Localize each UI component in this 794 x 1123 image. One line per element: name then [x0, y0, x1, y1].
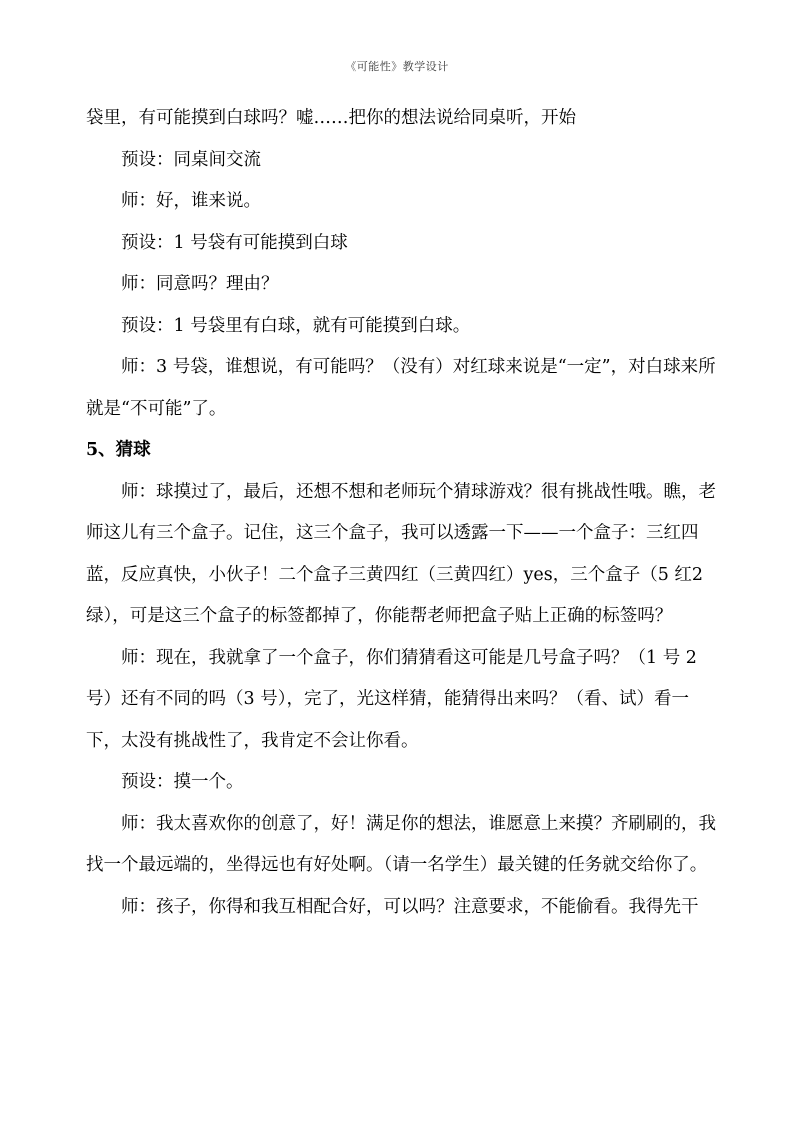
paragraph: 预设：1 号袋有可能摸到白球	[121, 232, 348, 253]
paragraph: 预设：同桌间交流	[121, 149, 261, 170]
paragraph: 师：我太喜欢你的创意了，好！满足你的想法，谁愿意上来摸？齐刷刷的，我找一个最远端的，坐得远也有好处啊。（请一名学生）最关键的任务就交给你了。	[86, 813, 716, 875]
paragraph: 袋里，有可能摸到白球吗？嘘……把你的想法说给同桌听，开始	[86, 108, 576, 128]
page-header: 《可能性》教学设计	[345, 60, 449, 73]
paragraph: 师：3 号袋，谁想说，有可能吗？（没有）对红球来说是“一定”，对白球来所就是“不可能”了。	[86, 357, 716, 419]
document-body	[86, 98, 716, 928]
paragraph: 预设：1 号袋里有白球，就有可能摸到白球。	[121, 315, 471, 336]
paragraph: 预设：摸一个。	[121, 772, 244, 792]
paragraph: 师：同意吗？理由？	[121, 274, 279, 294]
paragraph: 师：现在，我就拿了一个盒子，你们猜猜看这可能是几号盒子吗？（1 号 2号）还有不同的吗（3 号），完了，光这样猜，能猜得出来吗？（看、试）看一下，太没有挑战性了，我肯定不会让你看。	[86, 647, 697, 751]
section-heading: 5、猜球	[86, 440, 151, 460]
paragraph: 师：球摸过了，最后，还想不想和老师玩个猜球游戏？很有挑战性哦。瞧，老师这儿有三个盒子。记住，这三个盒子，我可以透露一下——一个盒子：三红四蓝，反应真快，小伙子！二个盒子三黄四红（三黄四红）yes，三个盒子（5 红2 绿），可是这三个盒子的标签都掉了，你能帮老师把盒子贴上正确的标签吗？	[86, 481, 716, 626]
paragraph: 师：好，谁来说。	[121, 191, 261, 211]
paragraph: 师：孩子，你得和我互相配合好，可以吗？注意要求，不能偷看。我得先干	[121, 896, 699, 917]
